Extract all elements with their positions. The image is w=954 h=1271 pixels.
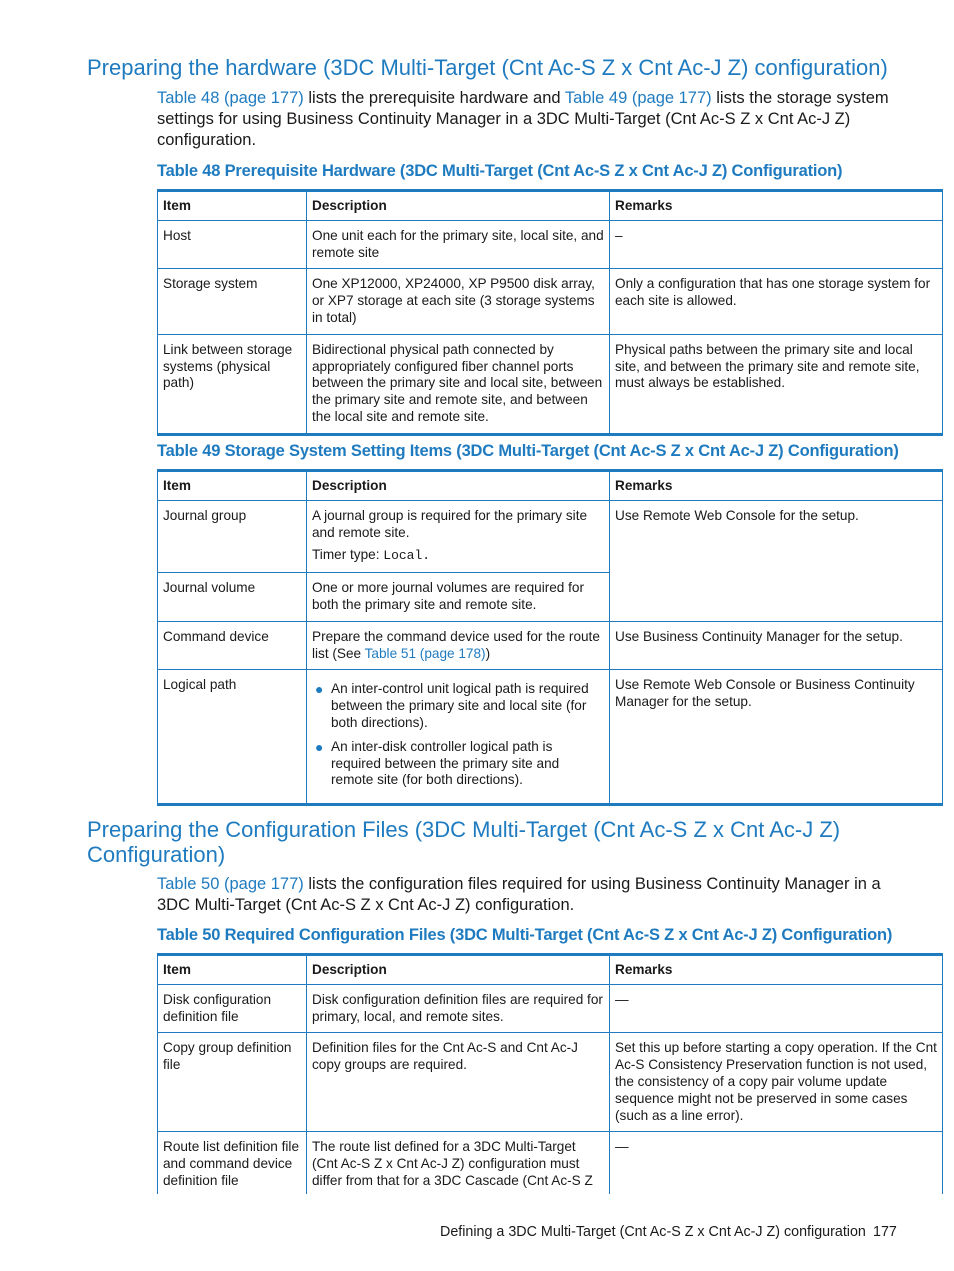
cell-description: One XP12000, XP24000, XP P9500 disk array, or XP7 storage at each site (3 storage systems in total) [307,269,610,334]
table-header-row [158,955,943,985]
cell-item: Journal volume [158,573,307,622]
cell-remarks: Set this up before starting a copy operation. If the Cnt Ac-S Consistency Preservation function is not used, the consistency of a copy pair volume update sequence might not be preserved in some cases (such as a line error). [610,1033,943,1132]
cell-description: Definition files for the Cnt Ac-S and Cnt Ac-J copy groups are required. [307,1033,610,1132]
cell-description: The route list defined for a 3DC Multi-Target (Cnt Ac-S Z x Cnt Ac-J Z) configuration must differ from that for a 3DC Cascade (Cnt Ac-S Z [307,1132,610,1194]
cell-description: One or more journal volumes are required for both the primary site and remote site. [307,573,610,622]
page-footer [440,1223,910,1241]
cell-item: Storage system [158,269,307,334]
table-row [158,670,943,805]
table-50-clip [157,953,943,1194]
table-row [158,334,943,434]
table-header-row [158,191,943,221]
table-48 [157,189,943,436]
bullet-text: An inter-control unit logical path is required between the primary site and local site (for both directions). [331,681,589,730]
column-header-item: Item [158,191,307,221]
intro-text: lists the configuration files required for using Business Continuity Manager in a 3DC Multi-Target (Cnt Ac-S Z x Cnt Ac-J Z) configuration. [157,875,881,914]
cell-remarks: Physical paths between the primary site and local site, and between the primary site and remote site, must always be established. [610,334,943,434]
intro-text-1: lists the prerequisite hardware and [303,89,565,107]
command-device-text: Prepare the command device used for the route list (See [312,628,600,661]
table-row [158,500,943,572]
timer-type-label: Timer type: [312,547,384,563]
cell-description: Disk configuration definition files are required for primary, local, and remote sites. [307,984,610,1033]
journal-group-description: A journal group is required for the primary site and remote site. [312,507,588,540]
cell-remarks: — [610,984,943,1033]
cell-description [307,500,610,572]
command-device-text-end: ) [485,645,491,661]
cell-item: Copy group definition file [158,1033,307,1132]
logical-path-bullet-list [312,681,604,789]
table-49 [157,469,943,806]
table-48-caption: Table 48 Prerequisite Hardware (3DC Multi-Target (Cnt Ac-S Z x Cnt Ac-J Z) Configuration) [157,162,843,180]
table-49-link[interactable]: Table 49 (page 177) [564,89,712,107]
list-item [312,739,604,789]
column-header-description: Description [307,955,610,985]
cell-item: Route list definition file and command device definition file [158,1132,307,1194]
table-row [158,984,943,1033]
table-50-caption: Table 50 Required Configuration Files (3DC Multi-Target (Cnt Ac-S Z x Cnt Ac-J Z) Configuration) [157,926,893,944]
configuration-files-intro-paragraph [157,874,907,916]
cell-item: Command device [158,621,307,670]
hardware-intro-paragraph [157,88,907,151]
table-48-link[interactable]: Table 48 (page 177) [157,89,304,107]
timer-type-value: Local. [383,548,431,564]
table-row [158,621,943,670]
column-header-description: Description [307,471,610,501]
bullet-icon: ● [315,738,324,755]
cell-description: One unit each for the primary site, local site, and remote site [307,220,610,269]
table-row [158,1132,943,1194]
cell-remarks: – [610,220,943,269]
section-title-configuration-files: Preparing the Configuration Files (3DC Multi-Target (Cnt Ac-S Z x Cnt Ac-J Z) Configuration) [87,817,841,867]
cell-remarks: Use Remote Web Console or Business Continuity Manager for the setup. [610,670,943,805]
section-title-hardware: Preparing the hardware (3DC Multi-Target (Cnt Ac-S Z x Cnt Ac-J Z) configuration) [87,55,888,80]
cell-item: Disk configuration definition file [158,984,307,1033]
table-header-row [158,471,943,501]
column-header-description: Description [307,191,610,221]
table-51-link[interactable]: Table 51 (page 178) [364,645,486,661]
table-49-caption: Table 49 Storage System Setting Items (3DC Multi-Target (Cnt Ac-S Z x Cnt Ac-J Z) Configuration) [157,442,899,460]
cell-remarks: Use Remote Web Console for the setup. [610,500,943,621]
list-item [312,681,604,731]
column-header-remarks: Remarks [610,191,943,221]
cell-remarks: Use Business Continuity Manager for the setup. [610,621,943,670]
cell-description [307,670,610,805]
footer-title: Defining a 3DC Multi-Target (Cnt Ac-S Z x Cnt Ac-J Z) configuration [440,1224,866,1240]
cell-remarks: — [610,1132,943,1194]
cell-item: Journal group [158,500,307,572]
table-row [158,269,943,334]
bullet-text: An inter-disk controller logical path is required between the primary site and remote site (for both directions). [331,738,560,788]
table-row [158,220,943,269]
cell-item: Host [158,220,307,269]
table-50 [157,953,943,1194]
table-row [158,1033,943,1132]
timer-type-line [312,547,604,565]
column-header-item: Item [158,955,307,985]
column-header-remarks: Remarks [610,471,943,501]
table-50-link[interactable]: Table 50 (page 177) [157,875,304,893]
intro-text-2: lists the storage system settings for using Business Continuity Manager in a 3DC Multi-Target (Cnt Ac-S Z x Cnt Ac-J Z) configuration. [157,89,889,149]
cell-remarks: Only a configuration that has one storage system for each site is allowed. [610,269,943,334]
cell-description: Bidirectional physical path connected by appropriately configured fiber channel ports between the primary site and local site, between the primary site and remote site, and between the local site and remote site. [307,334,610,434]
cell-item: Link between storage systems (physical path) [158,334,307,434]
column-header-item: Item [158,471,307,501]
bullet-icon: ● [315,681,324,698]
cell-description [307,621,610,670]
page-number: 177 [873,1224,897,1240]
column-header-remarks: Remarks [610,955,943,985]
cell-item: Logical path [158,670,307,805]
